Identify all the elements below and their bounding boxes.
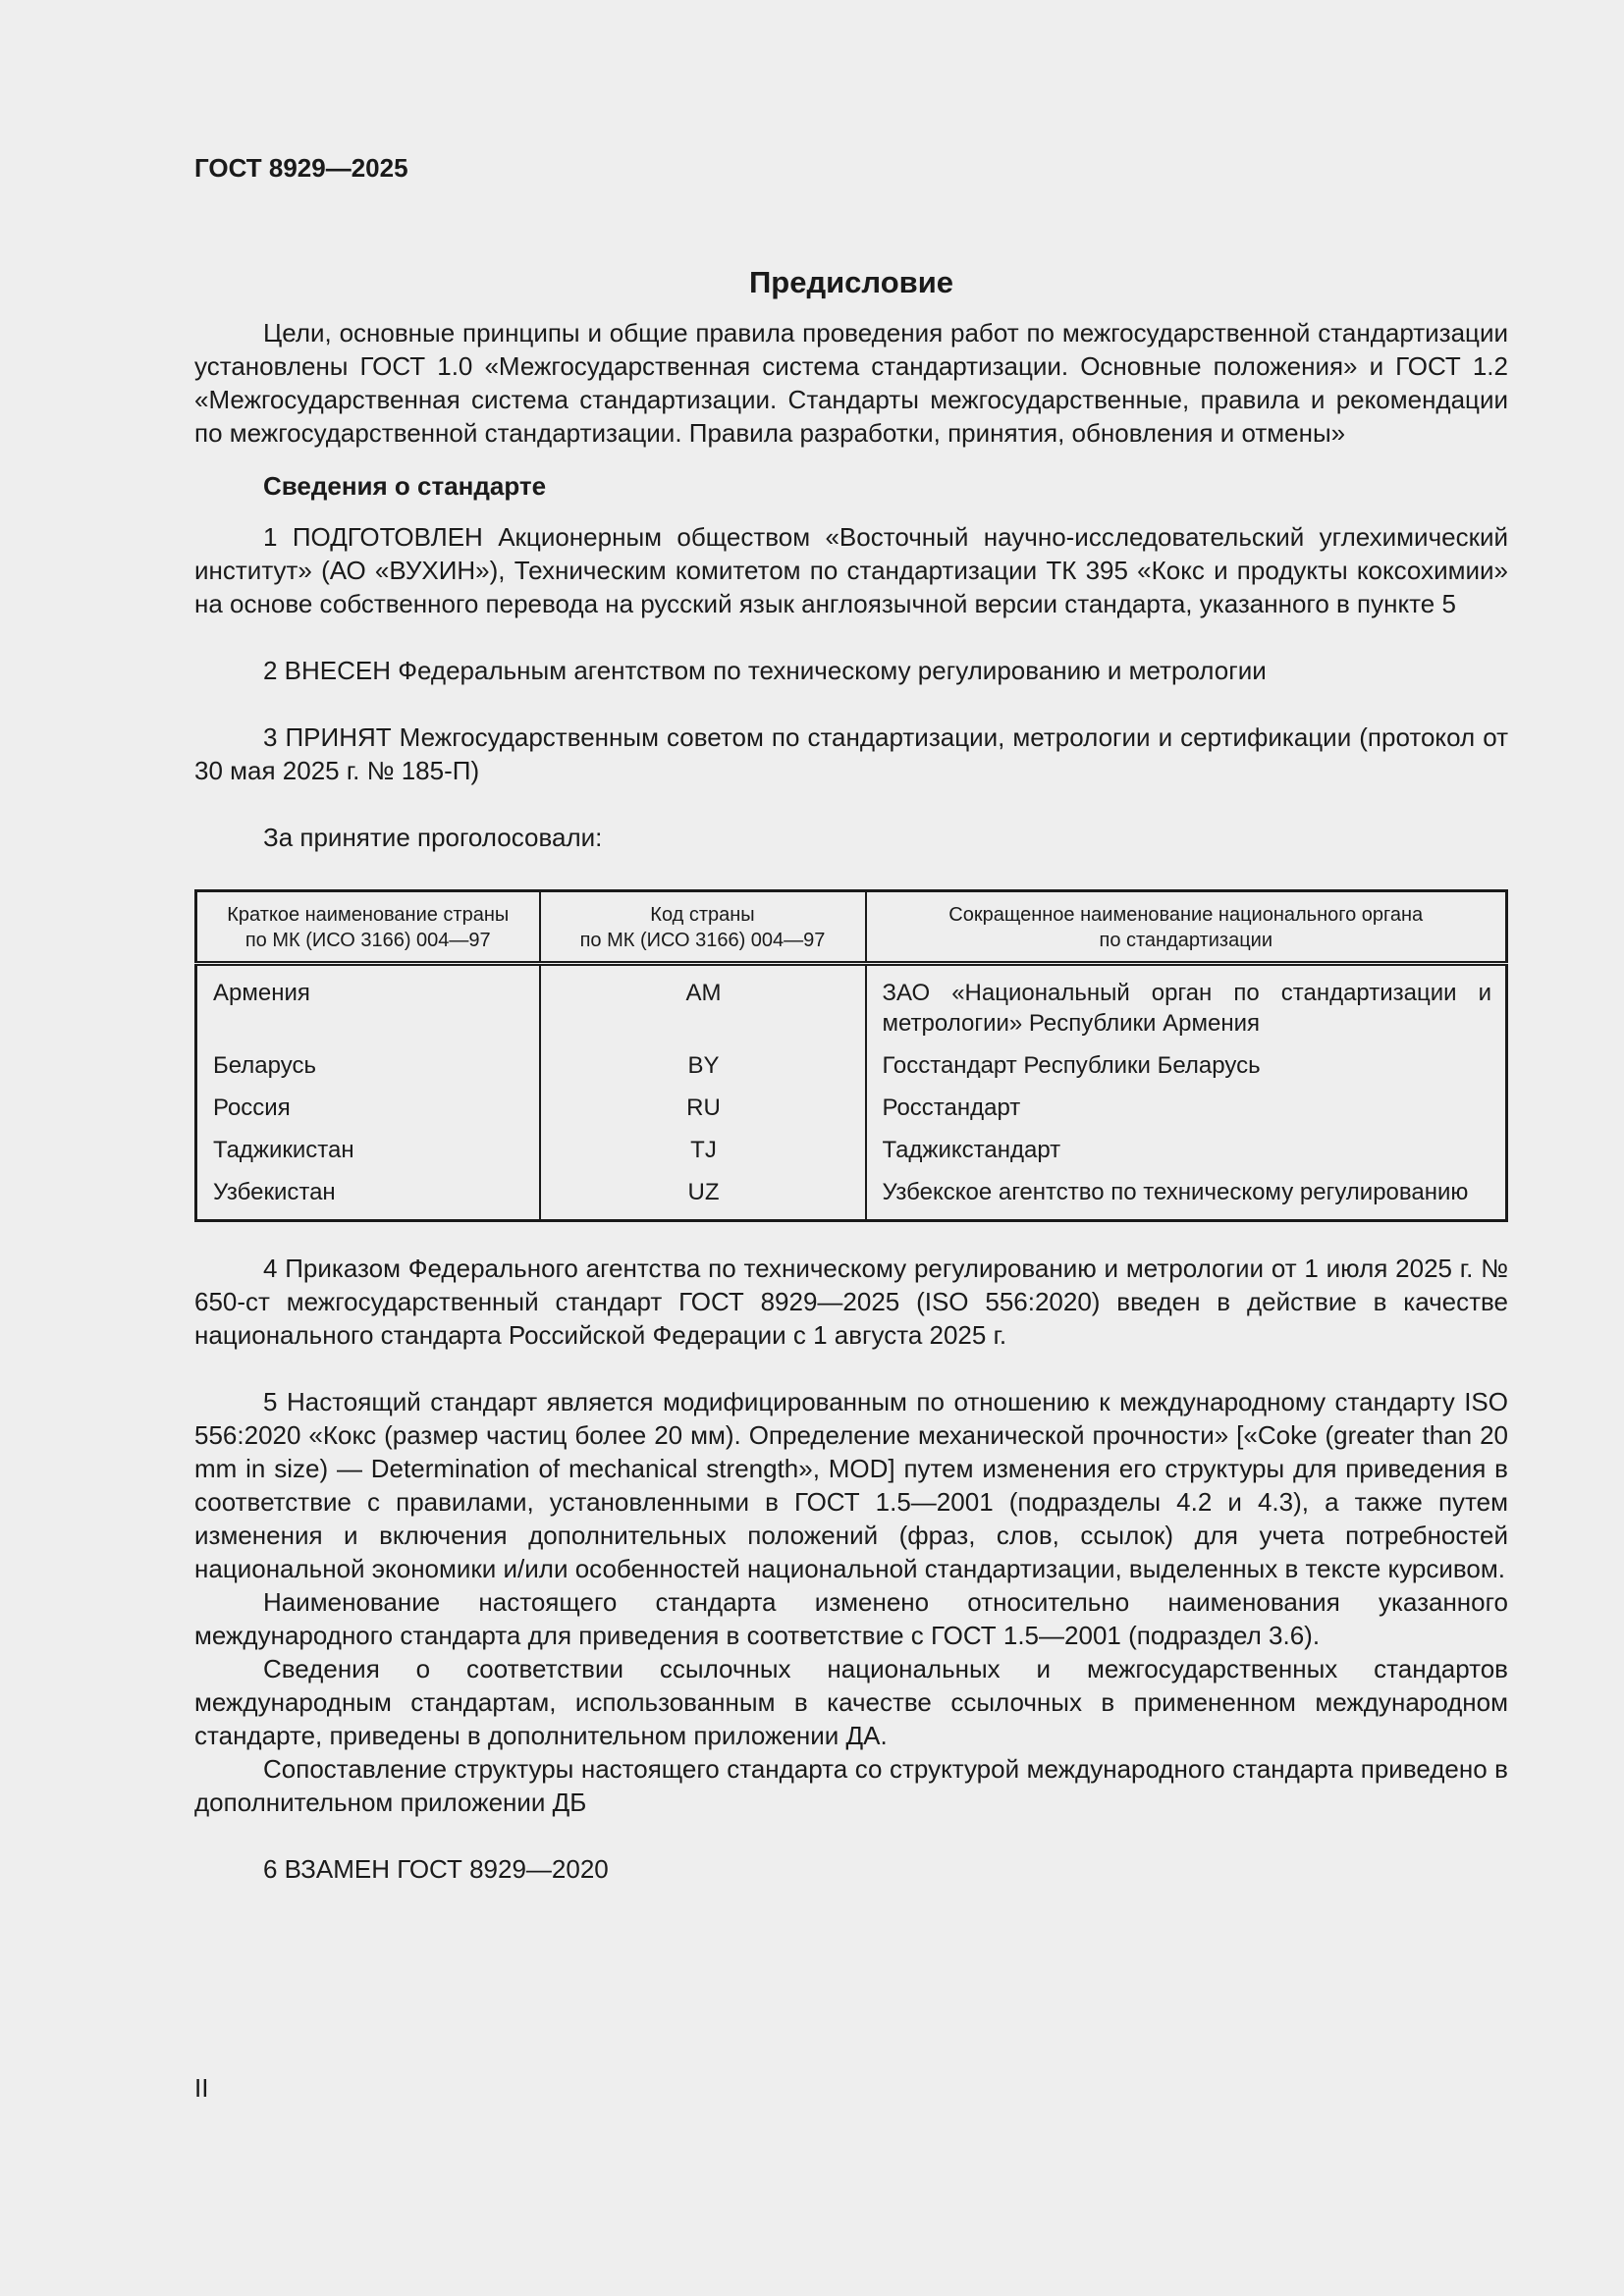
country-cell: Таджикистан [213, 1137, 354, 1163]
header-org: Сокращенное наименование национального органа по стандартизации [866, 891, 1507, 964]
country-cell: Беларусь [213, 1052, 316, 1079]
org-cell: ЗАО «Национальный орган по стандартизации и метрологии» Республики Армения [866, 964, 1507, 1045]
header-country: Краткое наименование страны по МК (ИСО 3166) 004—97 [196, 891, 540, 964]
item-4: 4 Приказом Федерального агентства по техническому регулированию и метрологии от 1 июля 2025 г. № 650-ст межгосударственный стандарт ГОСТ 8929—2025 (ISO 556:2020) введен в действие в качестве национального стандарта Российской Федерации с 1 августа 2025 г. [194, 1254, 1508, 1350]
item-5-note-structure: Сопоставление структуры настоящего стандарта со структурой международного стандарта приведено в дополнительном приложении ДБ [194, 1754, 1508, 1817]
org-cell: Госстандарт Республики Беларусь [866, 1044, 1507, 1087]
item-5: 5 Настоящий стандарт является модифицированным по отношению к международному стандарту ISO 556:2020 «Кокс (размер частиц более 20 мм). Определение механической прочности» [«Coke (greater than 20 mm in size) — Determination of mechanical strength», MOD] путем изменения его структуры для приведения в соответствие с правилами, установленными в ГОСТ 1.5—2001 (подразделы 4.2 и 4.3), а также путем изменения и включения дополнительных положений (фраз, слов, ссылок) для учета потребностей национальной экономики и/или особенностей национальной стандартизации, выделенных в тексте курсивом. [194, 1387, 1508, 1583]
country-cell: Россия [213, 1095, 291, 1121]
voted-label: За принятие проголосовали: [263, 823, 603, 852]
voting-table [194, 889, 1508, 1222]
code-cell: TJ [540, 1129, 866, 1171]
code-cell: UZ [540, 1171, 866, 1221]
code-cell: BY [540, 1044, 866, 1087]
header-code: Код страны по МК (ИСО 3166) 004—97 [540, 891, 866, 964]
org-cell: Росстандарт [866, 1087, 1507, 1129]
subheading: Сведения о стандарте [263, 471, 547, 501]
table-row [196, 1087, 1507, 1129]
country-cell: Армения [213, 980, 310, 1006]
item-1: 1 ПОДГОТОВЛЕН Акционерным обществом «Восточный научно-исследовательский углехимический институт» (АО «ВУХИН»), Техническим комитетом по стандартизации ТК 395 «Кокс и продукты коксохимии» на основе собственного перевода на русский язык англоязычной версии стандарта, указанного в пункте 5 [194, 522, 1508, 618]
item-2: 2 ВНЕСЕН Федеральным агентством по техническому регулированию и метрологии [263, 656, 1267, 685]
item-5-note-references: Сведения о соответствии ссылочных национальных и межгосударственных стандартов международным стандартам, использованным в качестве ссылочных в примененном международном стандарте, приведены в дополнительном приложении ДА. [194, 1654, 1508, 1750]
org-cell: Таджикстандарт [866, 1129, 1507, 1171]
section-title: Предисловие [748, 265, 953, 299]
code-cell: RU [540, 1087, 866, 1129]
table-row [196, 1044, 1507, 1087]
item-3: 3 ПРИНЯТ Межгосударственным советом по стандартизации, метрологии и сертификации (протокол от 30 мая 2025 г. № 185-П) [194, 722, 1508, 785]
intro-paragraph: Цели, основные принципы и общие правила проведения работ по межгосударственной стандартизации установлены ГОСТ 1.0 «Межгосударственная система стандартизации. Основные положения» и ГОСТ 1.2 «Межгосударственная система стандартизации. Стандарты межгосударственные, правила и рекомендации по межгосударственной стандартизации. Правила разработки, принятия, обновления и отмены» [194, 318, 1508, 448]
table-header-row [196, 891, 1507, 964]
item-5-note-title: Наименование настоящего стандарта изменено относительно наименования указанного международного стандарта для приведения в соответствие с ГОСТ 1.5—2001 (подраздел 3.6). [194, 1587, 1508, 1650]
org-cell: Узбекское агентство по техническому регулированию [866, 1171, 1507, 1221]
document-code: ГОСТ 8929—2025 [194, 153, 408, 183]
country-cell: Узбекистан [213, 1179, 336, 1205]
table-row [196, 1129, 1507, 1171]
item-6: 6 ВЗАМЕН ГОСТ 8929—2020 [263, 1854, 609, 1884]
code-cell: AM [540, 964, 866, 1045]
page-number: II [194, 2073, 209, 2103]
table-row [196, 964, 1507, 1045]
document-page [194, 147, 1508, 1886]
table-row [196, 1171, 1507, 1221]
